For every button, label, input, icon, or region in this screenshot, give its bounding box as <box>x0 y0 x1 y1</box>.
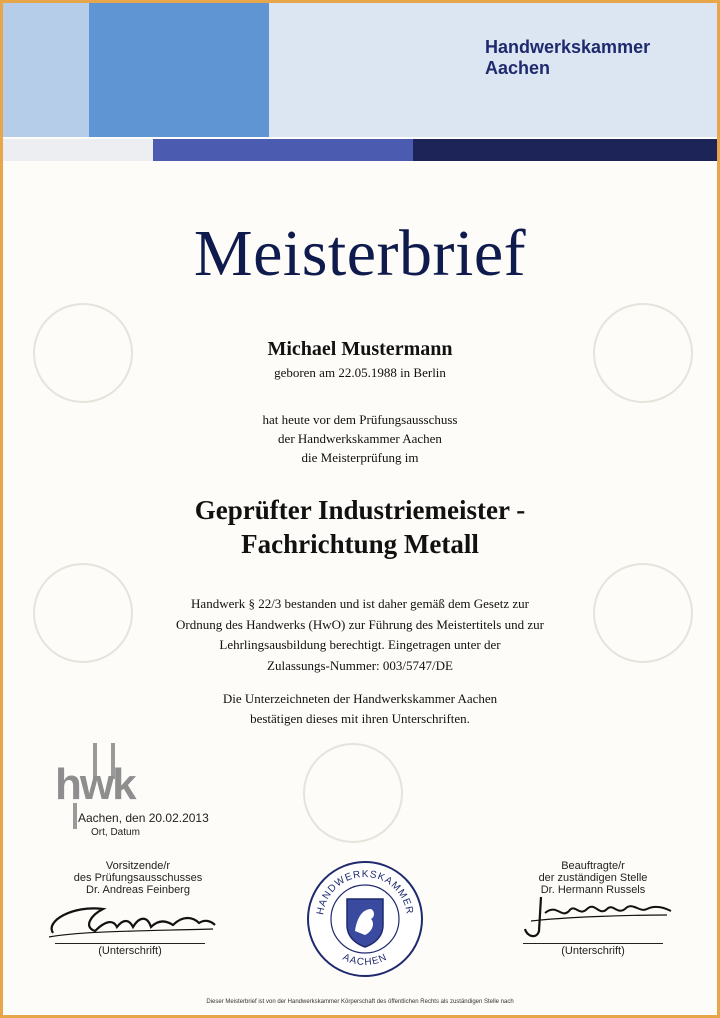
official-seal <box>305 859 425 979</box>
document-title: Meisterbrief <box>193 217 527 290</box>
hwk-logo-text: hwk <box>55 760 135 809</box>
right-signature-line <box>523 943 663 944</box>
footer-note: Dieser Meisterbrief ist von der Handwerkskammer Körperschaft des öffentlichen Rechts als zuständigen Stelle nach <box>206 999 514 1005</box>
intro-line: der Handwerkskammer Aachen <box>278 431 442 446</box>
right-signature <box>517 891 677 943</box>
left-signatory <box>3 860 273 896</box>
header-stripe <box>3 139 153 161</box>
body-line: Zulassungs-Nummer: 003/5747/DE <box>267 658 453 673</box>
organization-name <box>485 37 650 79</box>
header-band-left <box>3 3 89 137</box>
right-signatory-name: Dr. Hermann Russels <box>540 884 646 896</box>
confirm-line: bestätigen dieses mit ihren Unterschriften. <box>250 711 470 726</box>
left-signature-line <box>55 943 205 944</box>
left-signatory-name: Dr. Andreas Feinberg <box>86 884 190 896</box>
header-stripe <box>413 139 717 161</box>
place-date-label: Ort, Datum <box>91 827 140 838</box>
confirm-line: Die Unterzeichneten der Handwerkskammer Aachen <box>222 691 498 706</box>
intro-line: die Meisterprüfung im <box>301 450 419 465</box>
place-date: Aachen, den 20.02.2013 <box>78 811 209 825</box>
left-role-2: des Prüfungsausschusses <box>73 872 203 884</box>
header-stripe <box>153 139 413 161</box>
right-signature-caption: (Unterschrift) <box>561 945 625 957</box>
seal-top-text: HANDWERKSKAMMER <box>315 868 415 916</box>
birth-info: geboren am 22.05.1988 in Berlin <box>274 365 446 380</box>
left-signature <box>43 901 223 945</box>
left-signature-caption: (Unterschrift) <box>98 945 162 957</box>
body-line: Handwerk § 22/3 bestanden und ist daher gemäß dem Gesetz zur <box>191 596 529 611</box>
seal-bottom-text: AACHEN <box>340 951 390 969</box>
intro-line: hat heute vor dem Prüfungsausschuss <box>262 412 458 427</box>
org-line-2: Aachen <box>485 58 551 78</box>
right-role-2: der zuständigen Stelle <box>538 872 648 884</box>
profession-line: Fachrichtung Metall <box>241 529 479 559</box>
right-role-1: Beauftragte/r <box>561 860 625 872</box>
profession-line: Geprüfter Industriemeister - <box>194 495 526 525</box>
left-role-1: Vorsitzende/r <box>105 860 171 872</box>
profession-title <box>3 493 717 561</box>
watermark-seal <box>303 743 403 843</box>
body-line: Lehrlingsausbildung berechtigt. Eingetragen unter der <box>219 637 501 652</box>
holder-name: Michael Mustermann <box>267 338 453 360</box>
body-line: Ordnung des Handwerks (HwO) zur Führung des Meistertitels und zur <box>176 617 544 632</box>
org-line-1: Handwerkskammer <box>485 37 651 57</box>
header-band-accent <box>89 3 269 137</box>
